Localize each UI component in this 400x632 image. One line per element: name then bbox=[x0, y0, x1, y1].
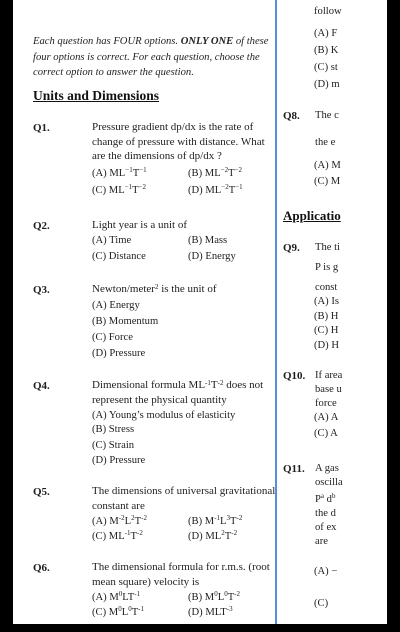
question-number: Q2. bbox=[33, 220, 50, 232]
option-a[interactable]: (A) $ML^{-1}T^{-1}$ bbox=[92, 166, 147, 179]
option-d[interactable]: (D) $MLT^{-3}$ bbox=[188, 605, 233, 618]
option-c[interactable]: (C) bbox=[314, 598, 329, 609]
option-b[interactable]: (B) H bbox=[314, 311, 339, 322]
option-c[interactable]: (C) A bbox=[314, 428, 338, 439]
option-a[interactable]: (A) Energy bbox=[92, 300, 140, 311]
question-number: Q3. bbox=[33, 284, 50, 296]
option-a[interactable]: (A) A bbox=[314, 412, 339, 423]
question-text: the e bbox=[315, 137, 336, 148]
question-text: force bbox=[315, 398, 337, 409]
option-b[interactable]: (B) K bbox=[314, 45, 339, 56]
question-text: are bbox=[315, 536, 328, 547]
option-d[interactable]: (D) m bbox=[314, 79, 340, 90]
option-a[interactable]: (A) Is bbox=[314, 296, 340, 307]
option-b[interactable]: (B) Mass bbox=[188, 235, 228, 246]
option-b[interactable]: (B) $M^{-1}L^3T^{-2}$ bbox=[188, 514, 243, 527]
question-text: oscilla bbox=[315, 477, 343, 488]
option-d[interactable]: (D) Pressure bbox=[92, 455, 146, 466]
question-text: Pressure gradient dp/dx is the rate of change of pressure with distance. What are the dimensions of dp/dx ? bbox=[92, 121, 265, 162]
instructions-emphasis: ONLY ONE bbox=[180, 36, 234, 47]
question-number: Q1. bbox=[33, 122, 50, 134]
option-a[interactable]: (A) $M^0LT^{-1}$ bbox=[92, 590, 141, 603]
question-text: of ex bbox=[315, 522, 337, 533]
question-text: If area bbox=[315, 370, 343, 381]
question-text: Dimensional formula $ML^{-1}T^{-2}$ does not represent the physical quantity bbox=[92, 379, 264, 406]
option-c[interactable]: (C) $ML^{-1}T^{-2}$ bbox=[92, 529, 143, 542]
question-text: the d bbox=[315, 508, 336, 519]
option-d[interactable]: (D) Pressure bbox=[92, 348, 146, 359]
option-a[interactable]: (A) $M^{-2}L^2T^{-2}$ bbox=[92, 514, 147, 527]
option-b[interactable]: (B) $M^0L^0T^{-2}$ bbox=[188, 590, 241, 603]
instructions-text: Each question has FOUR options. bbox=[33, 36, 181, 47]
question-text: Light year is a unit of bbox=[92, 219, 188, 231]
instructions-text-cont: of these four options is correct. For each question, choose the correct option to answer the question. bbox=[33, 36, 269, 78]
option-d[interactable]: (D) Energy bbox=[188, 251, 236, 262]
question-number: Q9. bbox=[283, 242, 300, 254]
question-text: The c bbox=[315, 110, 339, 121]
option-c[interactable]: (C) st bbox=[314, 62, 338, 73]
option-c[interactable]: (C) H bbox=[314, 325, 339, 336]
option-a[interactable]: (A) Young’s modulus of elasticity bbox=[92, 410, 236, 421]
option-c[interactable]: (C) $ML^{-1}T^{-2}$ bbox=[92, 183, 147, 196]
option-c[interactable]: (C) $M^0L^0T^{-1}$ bbox=[92, 605, 145, 618]
option-c[interactable]: (C) Distance bbox=[92, 251, 146, 262]
option-a[interactable]: (A) Time bbox=[92, 235, 132, 246]
option-d[interactable]: (D) H bbox=[314, 340, 340, 351]
worksheet-page bbox=[13, 0, 387, 624]
option-b[interactable]: (B) Stress bbox=[92, 424, 135, 435]
option-a[interactable]: (A) F bbox=[314, 28, 338, 39]
section-title: Units and Dimensions bbox=[33, 88, 160, 103]
question-number: Q5. bbox=[33, 486, 50, 498]
question-number: Q8. bbox=[283, 110, 300, 122]
option-b[interactable]: (B) $ML^{-2}T^{-2}$ bbox=[188, 166, 243, 179]
question-text: The dimensions of universal gravitational constant are bbox=[92, 485, 276, 512]
question-text: Newton/meter$^2$ is the unit of bbox=[92, 283, 217, 295]
option-c[interactable]: (C) Strain bbox=[92, 440, 135, 451]
question-text: base u bbox=[315, 384, 342, 395]
section-title: Applicatio bbox=[283, 208, 341, 223]
question-text: A gas bbox=[315, 463, 339, 474]
option-c[interactable]: (C) Force bbox=[92, 332, 133, 343]
option-a[interactable]: (A) − bbox=[314, 566, 338, 577]
option-a[interactable]: (A) M bbox=[314, 160, 341, 171]
question-number: Q6. bbox=[33, 562, 50, 574]
right-fragment: follow bbox=[314, 6, 342, 17]
question-number: Q4. bbox=[33, 380, 50, 392]
question-text: The ti bbox=[315, 242, 341, 253]
question-number: Q10. bbox=[283, 370, 306, 382]
option-d[interactable]: (D) $ML^{-2}T^{-1}$ bbox=[188, 183, 243, 196]
option-d[interactable]: (D) $ML^2T^{-2}$ bbox=[188, 529, 238, 542]
option-c[interactable]: (C) M bbox=[314, 176, 341, 187]
question-text: The dimensional formula for r.m.s. (root mean square) velocity is bbox=[92, 561, 270, 588]
question-text: P is g bbox=[315, 262, 339, 273]
question-text: const bbox=[315, 282, 338, 293]
column-divider bbox=[275, 0, 277, 624]
instructions bbox=[33, 34, 281, 81]
question-text: $P^a$ $d^b$ bbox=[315, 492, 336, 505]
option-b[interactable]: (B) Momentum bbox=[92, 316, 159, 327]
question-number: Q11. bbox=[283, 463, 305, 475]
